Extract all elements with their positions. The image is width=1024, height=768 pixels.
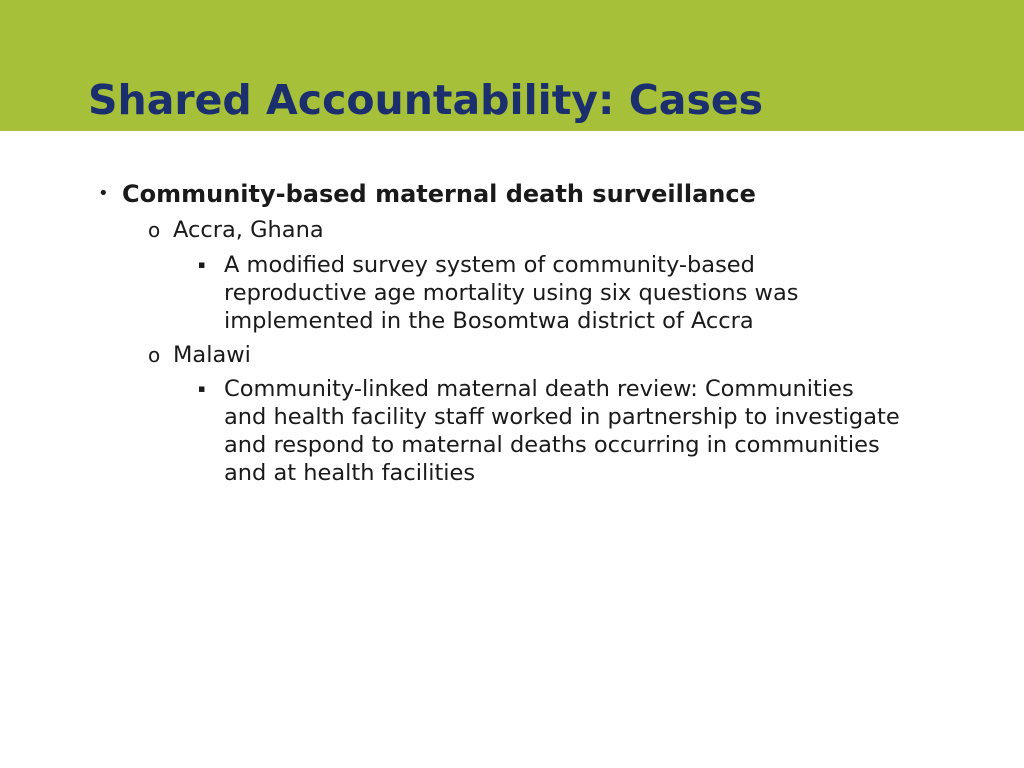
- malawi-detail-line: and respond to maternal deaths occurring in communities: [224, 432, 880, 458]
- slide-title: Shared Accountability: Cases: [88, 76, 764, 124]
- square-bullet-marker: ▪: [198, 382, 206, 395]
- bullet-heading: Community-based maternal death surveillance: [122, 180, 756, 208]
- malawi-detail-line: Community-linked maternal death review: Communities: [224, 376, 854, 402]
- sub-bullet-malawi: Malawi: [173, 342, 251, 368]
- accra-detail-line: implemented in the Bosomtwa district of Accra: [224, 308, 754, 334]
- accra-detail-line: reproductive age mortality using six questions was: [224, 280, 799, 306]
- bullet-marker: •: [98, 183, 109, 204]
- sub-bullet-marker: o: [148, 218, 161, 242]
- sub-bullet-marker: o: [148, 343, 161, 367]
- square-bullet-marker: ▪: [198, 258, 206, 271]
- sub-bullet-accra: Accra, Ghana: [173, 217, 324, 243]
- accra-detail: [224, 251, 994, 335]
- malawi-detail-line: and health facility staff worked in partnership to investigate: [224, 404, 900, 430]
- malawi-detail-line: and at health facilities: [224, 460, 476, 486]
- accra-detail-line: A modified survey system of community-based: [224, 252, 755, 278]
- malawi-detail: [224, 375, 994, 487]
